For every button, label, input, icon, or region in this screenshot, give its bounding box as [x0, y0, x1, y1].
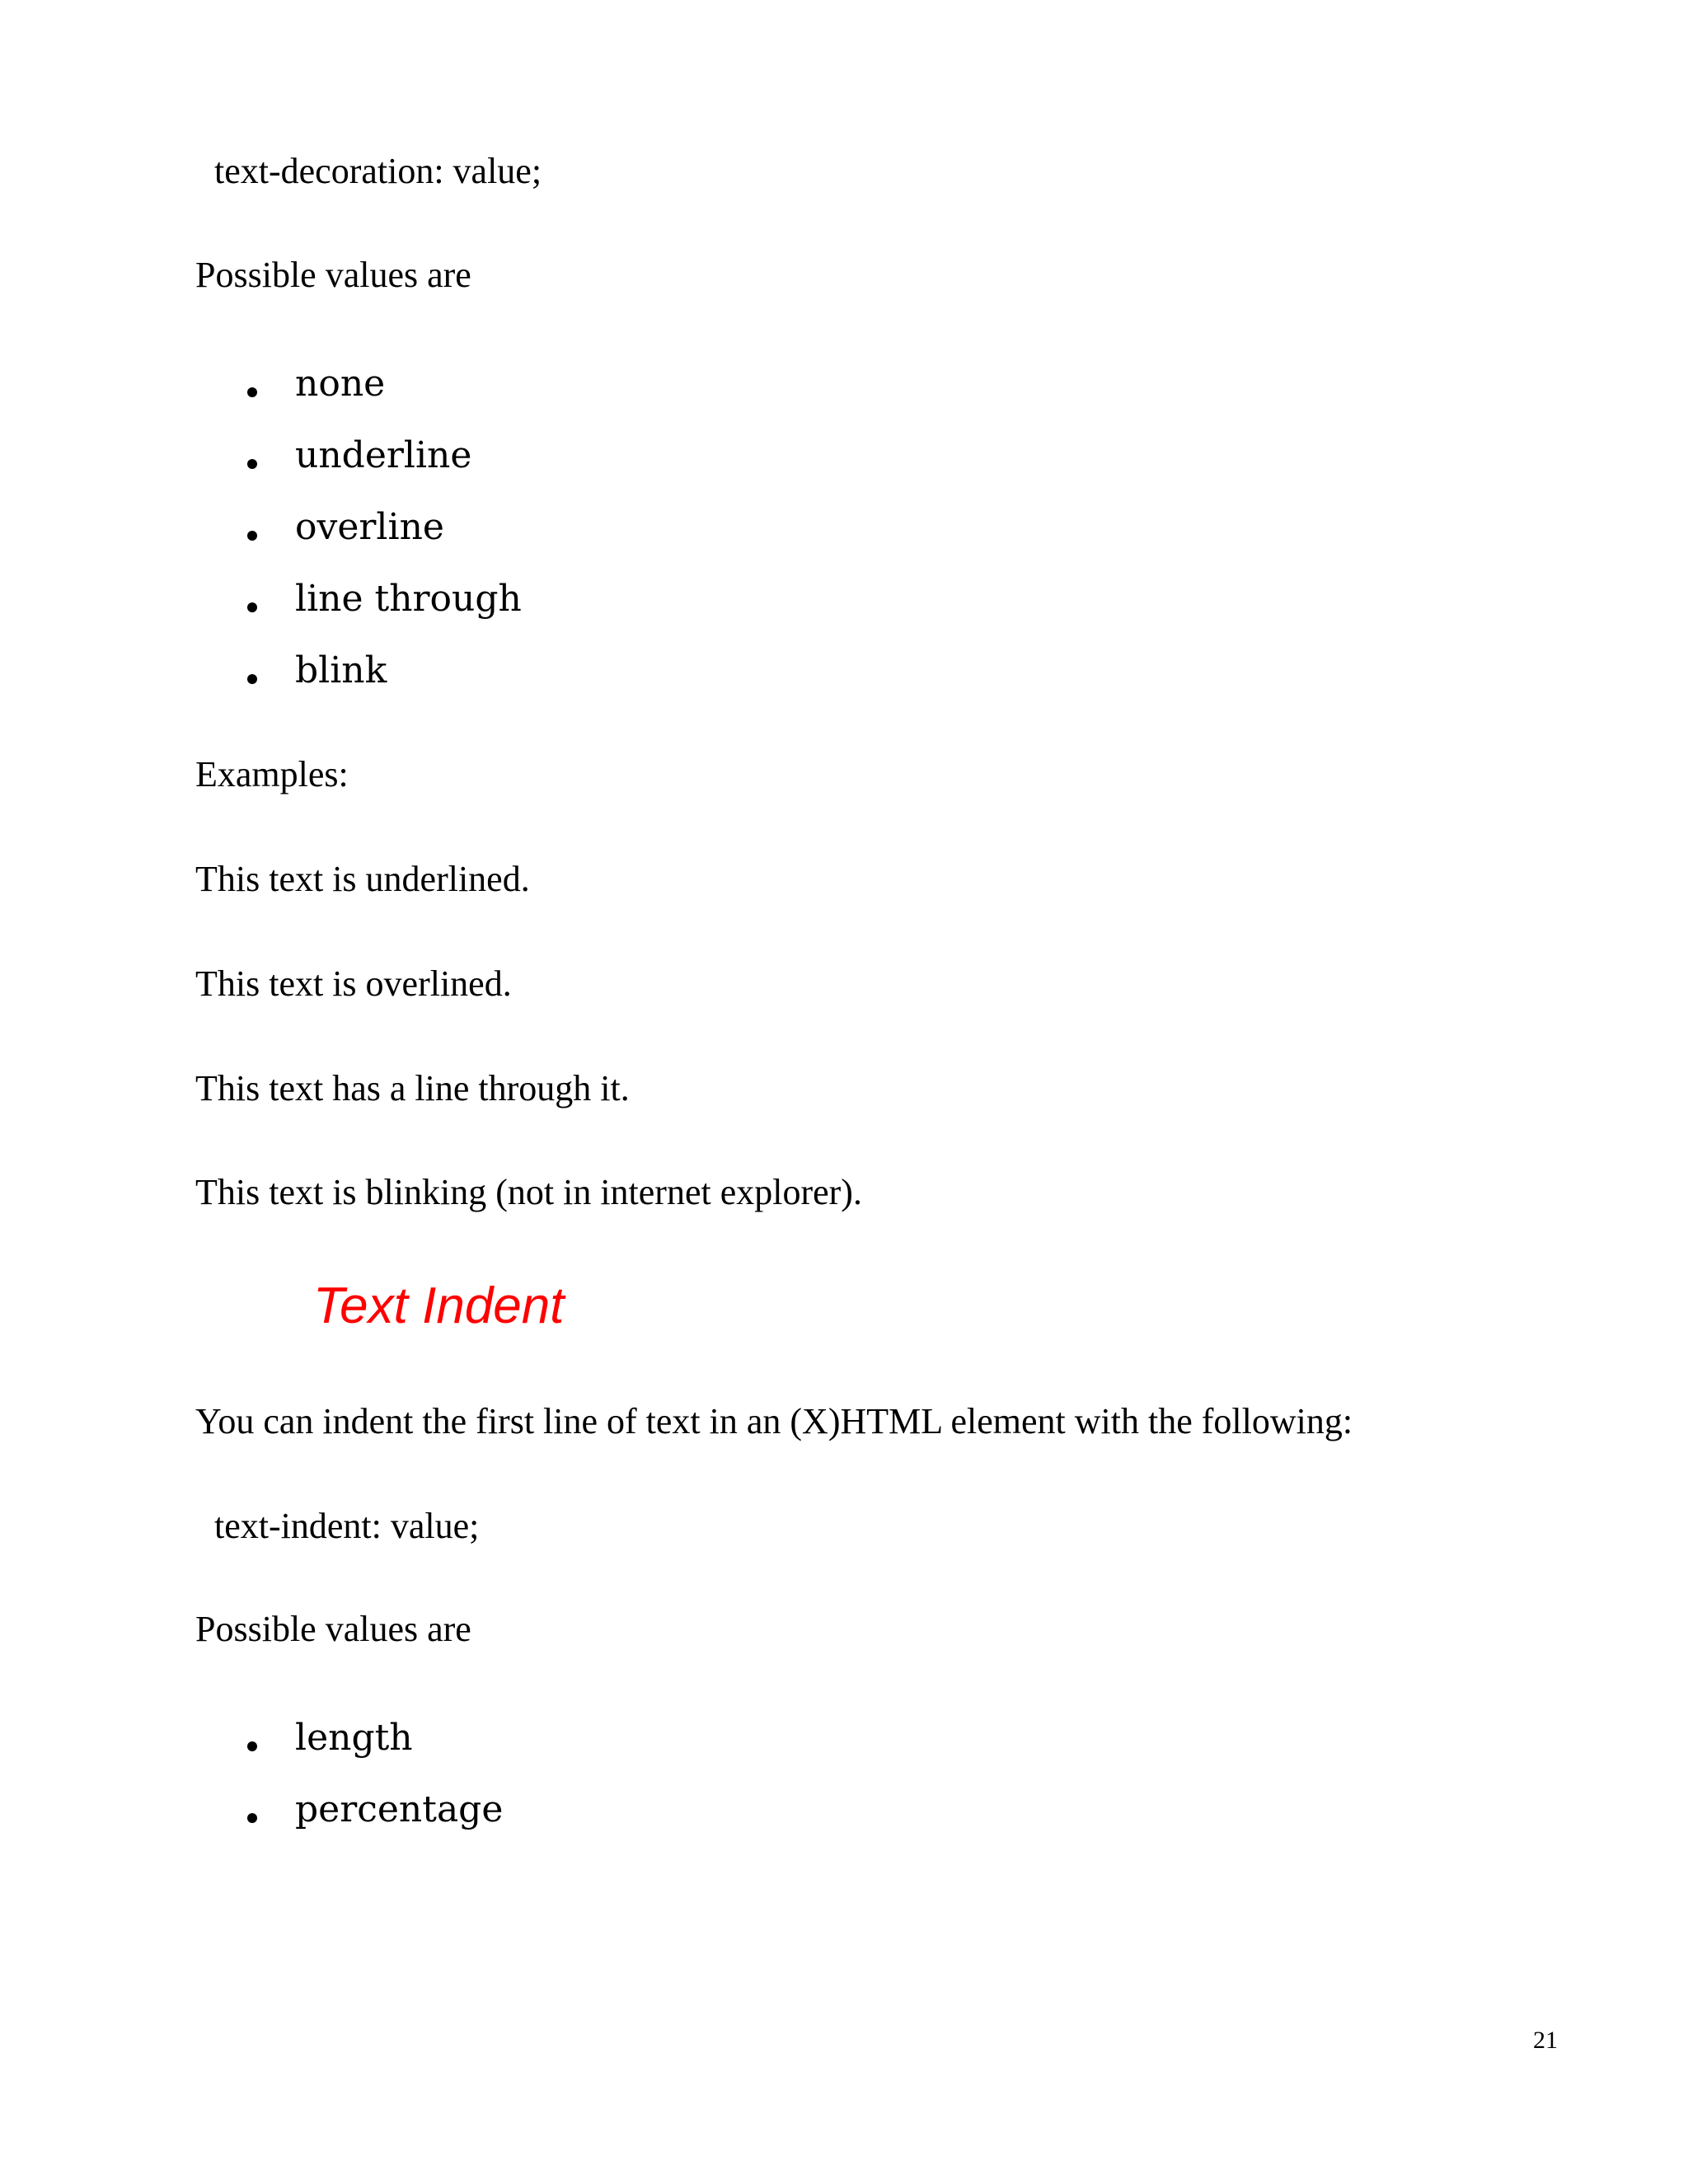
- bullet-icon: [247, 459, 257, 469]
- bullet-icon: [247, 674, 257, 684]
- list-item-label: overline: [295, 506, 444, 548]
- bullet-icon: [247, 602, 257, 612]
- example-underlined: This text is underlined.: [195, 859, 530, 899]
- bullet-icon: [247, 1741, 257, 1751]
- bullet-icon: [247, 387, 257, 397]
- bullet-icon: [247, 531, 257, 541]
- possible-values-label-1: Possible values are: [195, 255, 471, 295]
- text-indent-intro: You can indent the first line of text in an (X)HTML element with the following:: [195, 1401, 1353, 1441]
- possible-values-label-2: Possible values are: [195, 1609, 471, 1649]
- code-text-decoration: text-decoration: value;: [214, 151, 542, 191]
- list-item-label: length: [295, 1717, 413, 1759]
- list-item-label: blink: [295, 649, 387, 691]
- section-heading-text-indent: Text Indent: [313, 1277, 565, 1334]
- example-overlined: This text is overlined.: [195, 963, 512, 1004]
- example-blinking: This text is blinking (not in internet explorer).: [195, 1172, 862, 1212]
- list-item-label: line through: [295, 578, 522, 620]
- list-item-label: underline: [295, 434, 472, 476]
- bullet-icon: [247, 1813, 257, 1823]
- examples-label: Examples:: [195, 754, 349, 794]
- code-text-indent: text-indent: value;: [214, 1506, 480, 1546]
- page-number: 21: [1533, 2027, 1558, 2054]
- example-line-through: This text has a line through it.: [195, 1068, 630, 1108]
- list-item-label: percentage: [295, 1788, 504, 1830]
- list-item-label: none: [295, 363, 386, 405]
